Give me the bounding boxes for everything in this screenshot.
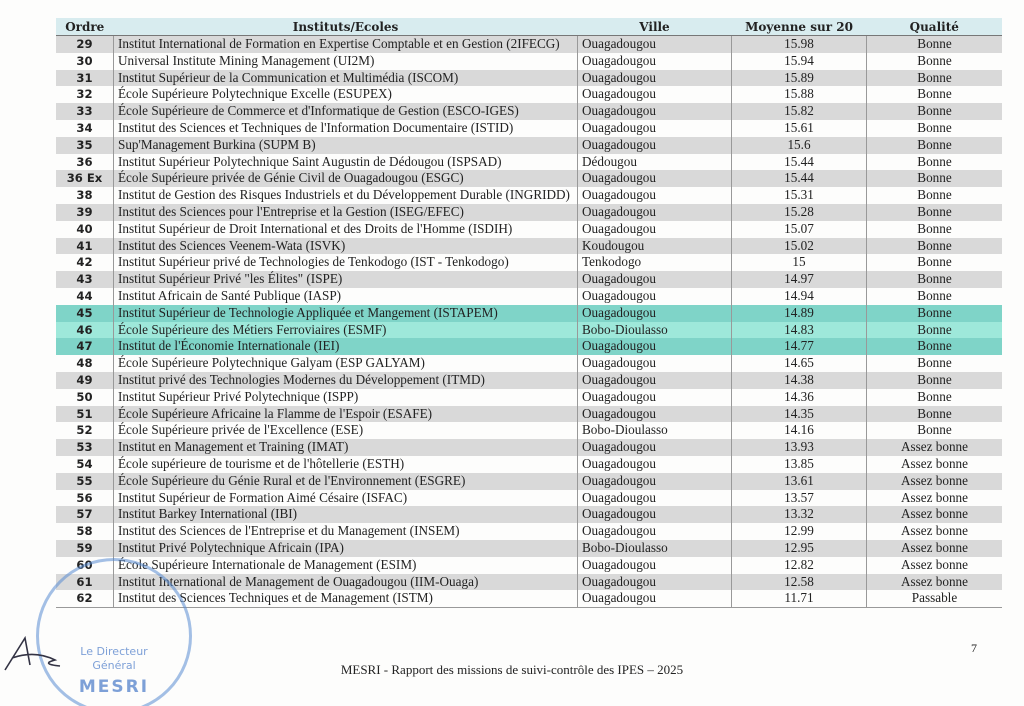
- cell-moyenne: 14.97: [732, 271, 867, 288]
- cell-qualite: Bonne: [867, 355, 1003, 372]
- cell-institut: Institut de l'Économie Internationale (IEI): [114, 338, 578, 355]
- cell-institut: Institut en Management et Training (IMAT): [114, 439, 578, 456]
- cell-institut: Institut Supérieur de la Communication et Multimédia (ISCOM): [114, 70, 578, 87]
- cell-institut: Institut Privé Polytechnique Africain (IPA): [114, 540, 578, 557]
- table-row: [56, 590, 1002, 607]
- cell-ville: Dédougou: [578, 154, 732, 171]
- header-ville: Ville: [578, 18, 732, 36]
- cell-moyenne: 12.99: [732, 523, 867, 540]
- cell-ordre: 51: [56, 406, 114, 423]
- cell-ville: Ouagadougou: [578, 120, 732, 137]
- table-row: [56, 170, 1002, 187]
- cell-ville: Ouagadougou: [578, 439, 732, 456]
- cell-ordre: 30: [56, 53, 114, 70]
- cell-qualite: Assez bonne: [867, 574, 1003, 591]
- cell-qualite: Bonne: [867, 120, 1003, 137]
- stamp-line-1: Le Directeur: [80, 645, 148, 658]
- cell-ville: Ouagadougou: [578, 288, 732, 305]
- cell-ordre: 35: [56, 137, 114, 154]
- cell-ville: Ouagadougou: [578, 389, 732, 406]
- table-row: [56, 36, 1002, 53]
- cell-institut: Institut des Sciences et Techniques de l'Information Documentaire (ISTID): [114, 120, 578, 137]
- table-row: [56, 254, 1002, 271]
- cell-ordre: 49: [56, 372, 114, 389]
- cell-institut: Institut Supérieur de Droit International et des Droits de l'Homme (ISDIH): [114, 221, 578, 238]
- table-row: [56, 490, 1002, 507]
- cell-qualite: Assez bonne: [867, 540, 1003, 557]
- cell-moyenne: 12.95: [732, 540, 867, 557]
- cell-ville: Ouagadougou: [578, 490, 732, 507]
- cell-ordre: 45: [56, 305, 114, 322]
- table-header: [56, 18, 1002, 36]
- table-row: [56, 422, 1002, 439]
- cell-qualite: Bonne: [867, 305, 1003, 322]
- cell-institut: Institut International de Management de Ouagadougou (IIM-Ouaga): [114, 574, 578, 591]
- cell-institut: École Supérieure Polytechnique Galyam (ESP GALYAM): [114, 355, 578, 372]
- cell-moyenne: 14.89: [732, 305, 867, 322]
- cell-moyenne: 15.02: [732, 238, 867, 255]
- cell-ville: Ouagadougou: [578, 271, 732, 288]
- cell-ordre: 62: [56, 590, 114, 607]
- cell-institut: Institut Supérieur Polytechnique Saint Augustin de Dédougou (ISPSAD): [114, 154, 578, 171]
- cell-institut: Institut de Gestion des Risques Industriels et du Développement Durable (INGRIDD): [114, 187, 578, 204]
- cell-qualite: Bonne: [867, 238, 1003, 255]
- cell-ville: Ouagadougou: [578, 170, 732, 187]
- cell-institut: Institut Supérieur de Formation Aimé Césaire (ISFAC): [114, 490, 578, 507]
- cell-ville: Ouagadougou: [578, 557, 732, 574]
- cell-institut: Institut Barkey International (IBI): [114, 506, 578, 523]
- cell-moyenne: 14.65: [732, 355, 867, 372]
- table-row: [56, 86, 1002, 103]
- cell-moyenne: 15.31: [732, 187, 867, 204]
- cell-institut: Institut des Sciences de l'Entreprise et du Management (INSEM): [114, 523, 578, 540]
- cell-moyenne: 13.57: [732, 490, 867, 507]
- cell-moyenne: 15: [732, 254, 867, 271]
- cell-ordre: 57: [56, 506, 114, 523]
- cell-ville: Tenkodogo: [578, 254, 732, 271]
- cell-ordre: 31: [56, 70, 114, 87]
- cell-qualite: Bonne: [867, 170, 1003, 187]
- cell-qualite: Bonne: [867, 70, 1003, 87]
- cell-ville: Ouagadougou: [578, 473, 732, 490]
- cell-institut: École supérieure de tourisme et de l'hôtellerie (ESTH): [114, 456, 578, 473]
- cell-qualite: Bonne: [867, 422, 1003, 439]
- cell-qualite: Assez bonne: [867, 439, 1003, 456]
- cell-ville: Bobo-Dioulasso: [578, 422, 732, 439]
- cell-ville: Ouagadougou: [578, 456, 732, 473]
- cell-moyenne: 15.61: [732, 120, 867, 137]
- cell-moyenne: 12.58: [732, 574, 867, 591]
- cell-ville: Ouagadougou: [578, 70, 732, 87]
- cell-institut: École Supérieure des Métiers Ferroviaires (ESMF): [114, 322, 578, 339]
- cell-moyenne: 15.6: [732, 137, 867, 154]
- table-row: [56, 187, 1002, 204]
- header-institut: Instituts/Ecoles: [114, 18, 578, 36]
- cell-institut: École Supérieure privée de l'Excellence (ESE): [114, 422, 578, 439]
- table-row: [56, 120, 1002, 137]
- table-row: [56, 154, 1002, 171]
- cell-qualite: Bonne: [867, 53, 1003, 70]
- cell-ordre: 33: [56, 103, 114, 120]
- cell-ordre: 48: [56, 355, 114, 372]
- page-number: 7: [971, 641, 977, 655]
- table-row: [56, 204, 1002, 221]
- cell-qualite: Bonne: [867, 338, 1003, 355]
- cell-ville: Ouagadougou: [578, 338, 732, 355]
- cell-qualite: Assez bonne: [867, 523, 1003, 540]
- cell-ville: Ouagadougou: [578, 574, 732, 591]
- cell-ordre: 53: [56, 439, 114, 456]
- table-row: [56, 103, 1002, 120]
- cell-ville: Ouagadougou: [578, 103, 732, 120]
- cell-qualite: Assez bonne: [867, 456, 1003, 473]
- cell-ordre: 43: [56, 271, 114, 288]
- cell-institut: Institut Africain de Santé Publique (IASP): [114, 288, 578, 305]
- table-row: [56, 574, 1002, 591]
- table-row: [56, 238, 1002, 255]
- cell-qualite: Bonne: [867, 154, 1003, 171]
- cell-ordre: 47: [56, 338, 114, 355]
- cell-moyenne: 15.44: [732, 170, 867, 187]
- cell-ville: Ouagadougou: [578, 204, 732, 221]
- table-row: [56, 557, 1002, 574]
- cell-moyenne: 14.16: [732, 422, 867, 439]
- cell-ville: Ouagadougou: [578, 221, 732, 238]
- cell-ville: Ouagadougou: [578, 406, 732, 423]
- cell-ville: Ouagadougou: [578, 506, 732, 523]
- cell-institut: Institut des Sciences pour l'Entreprise et la Gestion (ISEG/EFEC): [114, 204, 578, 221]
- table-row: [56, 506, 1002, 523]
- cell-institut: Institut Supérieur Privé Polytechnique (ISPP): [114, 389, 578, 406]
- cell-ville: Ouagadougou: [578, 590, 732, 607]
- cell-ordre: 38: [56, 187, 114, 204]
- cell-qualite: Assez bonne: [867, 473, 1003, 490]
- table-row: [56, 439, 1002, 456]
- cell-institut: Institut privé des Technologies Modernes du Développement (ITMD): [114, 372, 578, 389]
- cell-qualite: Bonne: [867, 221, 1003, 238]
- cell-moyenne: 15.98: [732, 36, 867, 53]
- table-row: [56, 406, 1002, 423]
- cell-institut: École Supérieure du Génie Rural et de l'Environnement (ESGRE): [114, 473, 578, 490]
- cell-moyenne: 14.36: [732, 389, 867, 406]
- cell-moyenne: 14.35: [732, 406, 867, 423]
- cell-ville: Ouagadougou: [578, 86, 732, 103]
- table-row: [56, 322, 1002, 339]
- cell-ordre: 55: [56, 473, 114, 490]
- header-moyenne: Moyenne sur 20: [732, 18, 867, 36]
- table-row: [56, 53, 1002, 70]
- cell-qualite: Bonne: [867, 288, 1003, 305]
- cell-ordre: 46: [56, 322, 114, 339]
- cell-qualite: Assez bonne: [867, 557, 1003, 574]
- cell-institut: École Supérieure de Commerce et d'Informatique de Gestion (ESCO-IGES): [114, 103, 578, 120]
- table-row: [56, 523, 1002, 540]
- cell-ville: Ouagadougou: [578, 53, 732, 70]
- table-row: [56, 473, 1002, 490]
- cell-ordre: 50: [56, 389, 114, 406]
- cell-qualite: Bonne: [867, 36, 1003, 53]
- cell-qualite: Bonne: [867, 372, 1003, 389]
- cell-ville: Ouagadougou: [578, 305, 732, 322]
- cell-ville: Bobo-Dioulasso: [578, 540, 732, 557]
- stamp-line-2: Général: [92, 659, 136, 672]
- cell-ordre: 36 Ex: [56, 170, 114, 187]
- signature: [0, 630, 70, 680]
- cell-ordre: 59: [56, 540, 114, 557]
- cell-ville: Ouagadougou: [578, 523, 732, 540]
- cell-moyenne: 12.82: [732, 557, 867, 574]
- table-row: [56, 372, 1002, 389]
- header-ordre: Ordre: [56, 18, 114, 36]
- cell-qualite: Bonne: [867, 86, 1003, 103]
- cell-moyenne: 13.93: [732, 439, 867, 456]
- cell-ville: Bobo-Dioulasso: [578, 322, 732, 339]
- cell-qualite: Bonne: [867, 137, 1003, 154]
- cell-ordre: 54: [56, 456, 114, 473]
- cell-institut: École Supérieure Africaine la Flamme de l'Espoir (ESAFE): [114, 406, 578, 423]
- cell-ville: Ouagadougou: [578, 355, 732, 372]
- cell-qualite: Bonne: [867, 254, 1003, 271]
- cell-moyenne: 15.44: [732, 154, 867, 171]
- table-row: [56, 389, 1002, 406]
- table-row: [56, 540, 1002, 557]
- cell-ville: Ouagadougou: [578, 137, 732, 154]
- cell-ordre: 42: [56, 254, 114, 271]
- cell-ville: Koudougou: [578, 238, 732, 255]
- cell-moyenne: 15.94: [732, 53, 867, 70]
- cell-institut: École Supérieure Polytechnique Excelle (ESUPEX): [114, 86, 578, 103]
- header-qualite: Qualité: [867, 18, 1003, 36]
- cell-ordre: 39: [56, 204, 114, 221]
- cell-ordre: 40: [56, 221, 114, 238]
- cell-moyenne: 14.94: [732, 288, 867, 305]
- ranking-table: [56, 18, 1002, 608]
- cell-ordre: 52: [56, 422, 114, 439]
- cell-ordre: 34: [56, 120, 114, 137]
- cell-moyenne: 14.38: [732, 372, 867, 389]
- cell-ordre: 41: [56, 238, 114, 255]
- cell-moyenne: 15.82: [732, 103, 867, 120]
- cell-ville: Ouagadougou: [578, 372, 732, 389]
- table-row: [56, 288, 1002, 305]
- cell-qualite: Bonne: [867, 406, 1003, 423]
- cell-ordre: 61: [56, 574, 114, 591]
- cell-institut: Sup'Management Burkina (SUPM B): [114, 137, 578, 154]
- cell-qualite: Bonne: [867, 103, 1003, 120]
- cell-institut: Institut Supérieur privé de Technologies de Tenkodogo (IST - Tenkodogo): [114, 254, 578, 271]
- cell-ordre: 56: [56, 490, 114, 507]
- cell-ordre: 60: [56, 557, 114, 574]
- cell-ville: Ouagadougou: [578, 187, 732, 204]
- cell-moyenne: 14.77: [732, 338, 867, 355]
- table-row: [56, 338, 1002, 355]
- cell-institut: Institut International de Formation en Expertise Comptable et en Gestion (2IFECG): [114, 36, 578, 53]
- cell-institut: Institut Supérieur de Technologie Appliquée et Mangement (ISTAPEM): [114, 305, 578, 322]
- cell-ordre: 58: [56, 523, 114, 540]
- table-row: [56, 355, 1002, 372]
- table-row: [56, 137, 1002, 154]
- page-footer: MESRI - Rapport des missions de suivi-contrôle des IPES – 2025: [340, 662, 684, 677]
- cell-moyenne: 11.71: [732, 590, 867, 607]
- table-row: [56, 70, 1002, 87]
- cell-moyenne: 15.88: [732, 86, 867, 103]
- cell-moyenne: 13.85: [732, 456, 867, 473]
- cell-qualite: Bonne: [867, 389, 1003, 406]
- table-row: [56, 456, 1002, 473]
- cell-institut: École Supérieure Internationale de Management (ESIM): [114, 557, 578, 574]
- cell-moyenne: 15.07: [732, 221, 867, 238]
- cell-moyenne: 14.83: [732, 322, 867, 339]
- cell-institut: Institut des Sciences Veenem-Wata (ISVK): [114, 238, 578, 255]
- cell-institut: Institut des Sciences Techniques et de Management (ISTM): [114, 590, 578, 607]
- cell-qualite: Bonne: [867, 187, 1003, 204]
- cell-ordre: 44: [56, 288, 114, 305]
- cell-moyenne: 15.89: [732, 70, 867, 87]
- cell-institut: Institut Supérieur Privé "les Élites" (ISPE): [114, 271, 578, 288]
- cell-moyenne: 15.28: [732, 204, 867, 221]
- table-row: [56, 305, 1002, 322]
- cell-ordre: 29: [56, 36, 114, 53]
- cell-ordre: 32: [56, 86, 114, 103]
- stamp-line-3: MESRI: [78, 677, 150, 697]
- cell-ville: Ouagadougou: [578, 36, 732, 53]
- cell-qualite: Assez bonne: [867, 490, 1003, 507]
- table-body: [56, 36, 1002, 608]
- cell-institut: École Supérieure privée de Génie Civil de Ouagadougou (ESGC): [114, 170, 578, 187]
- cell-moyenne: 13.61: [732, 473, 867, 490]
- table-row: [56, 221, 1002, 238]
- cell-qualite: Passable: [867, 590, 1003, 607]
- cell-qualite: Bonne: [867, 204, 1003, 221]
- cell-qualite: Assez bonne: [867, 506, 1003, 523]
- cell-moyenne: 13.32: [732, 506, 867, 523]
- table-row: [56, 271, 1002, 288]
- cell-qualite: Bonne: [867, 271, 1003, 288]
- cell-qualite: Bonne: [867, 322, 1003, 339]
- cell-institut: Universal Institute Mining Management (UI2M): [114, 53, 578, 70]
- cell-ordre: 36: [56, 154, 114, 171]
